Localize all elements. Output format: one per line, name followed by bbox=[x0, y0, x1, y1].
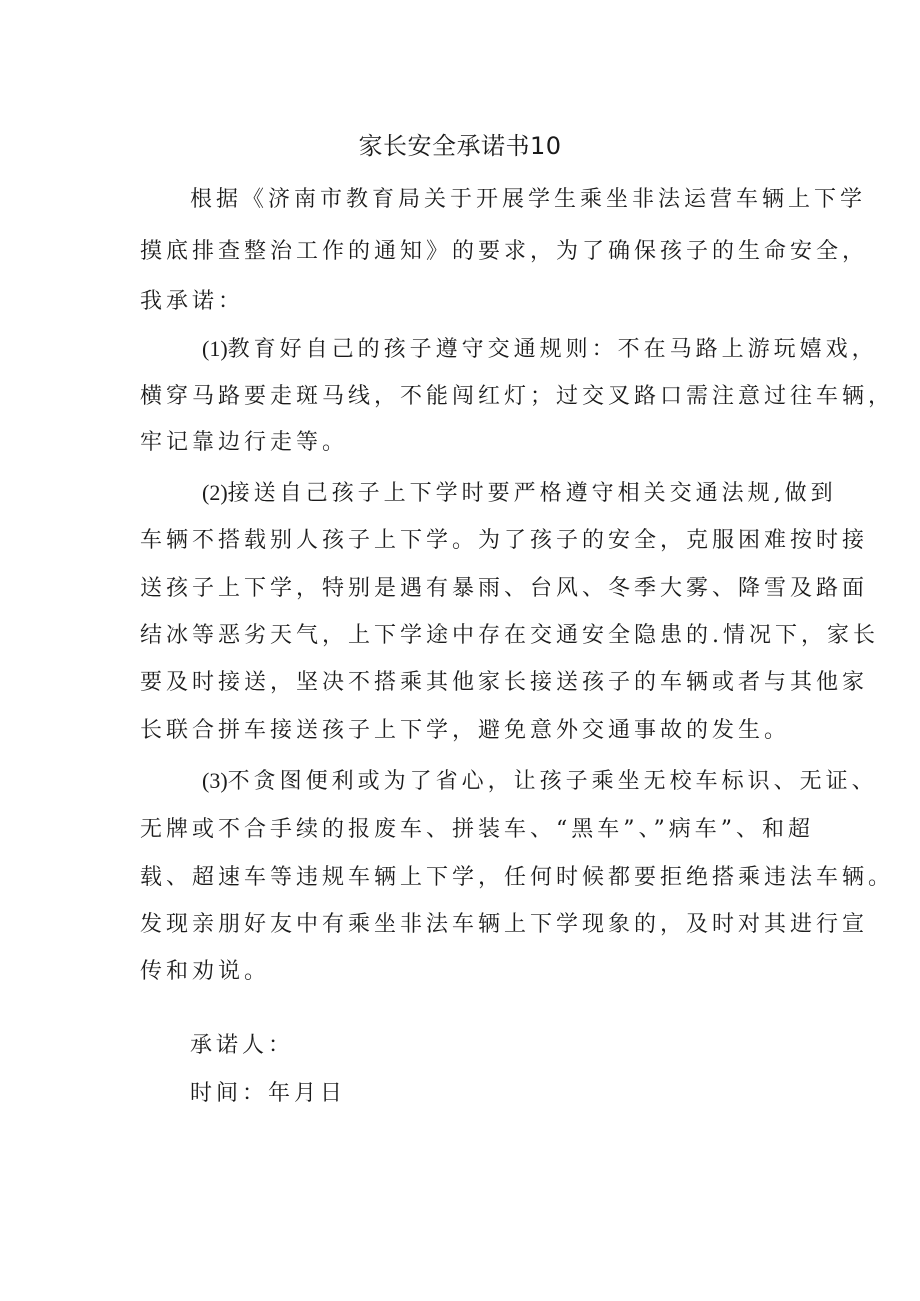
item-3-line-3: 载、超速车等违规车辆上下学，任何时候都要拒绝搭乘违法车辆。 bbox=[140, 865, 895, 890]
item-3-text: 不贪图便利或为了省心，让孩子乘坐无校车标识、无证、 bbox=[227, 769, 878, 794]
document-title: 家长安全承诺书10 bbox=[358, 132, 562, 160]
item-3-line-2: 无牌或不合手续的报废车、拼装车、“黑车”、”病车”、和超 bbox=[140, 817, 814, 842]
item-2-first-line bbox=[202, 477, 837, 510]
intro-line-1: 根据《济南市教育局关于开展学生乘坐非法运营车辆上下学 bbox=[190, 187, 867, 212]
item-1-text: 教育好自己的孩子遵守交通规则：不在马路上游玩嬉戏， bbox=[227, 337, 878, 362]
item-1-line-3: 牢记靠边行走等。 bbox=[140, 430, 349, 455]
intro-line-3: 我承诺： bbox=[140, 289, 245, 314]
item-3-line-4: 发现亲朋好友中有乘坐非法车辆上下学现象的，及时对其进行宣 bbox=[140, 912, 869, 937]
item-3-number: (3) bbox=[202, 768, 228, 793]
item-2-line-6: 长联合拼车接送孩子上下学，避免意外交通事故的发生。 bbox=[140, 718, 791, 743]
item-1-line-2: 横穿马路要走斑马线，不能闯红灯；过交叉路口需注意过往车辆， bbox=[140, 384, 895, 409]
date-label: 时间：年月日 bbox=[190, 1081, 347, 1106]
item-2-text: 接送自己孩子上下学时要严格遵守相关交通法规,做到 bbox=[227, 481, 837, 506]
intro-line-2: 摸底排查整治工作的通知》的要求，为了确保孩子的生命安全， bbox=[140, 239, 869, 264]
item-3-line-5: 传和劝说。 bbox=[140, 959, 271, 984]
item-2-line-4: 结冰等恶劣天气，上下学途中存在交通安全隐患的.情况下，家长 bbox=[140, 623, 879, 648]
item-1-first-line bbox=[202, 333, 878, 366]
item-2-line-5: 要及时接送，坚决不搭乘其他家长接送孩子的车辆或者与其他家 bbox=[140, 670, 869, 695]
item-3-first-line bbox=[202, 765, 878, 798]
item-2-number: (2) bbox=[202, 480, 228, 505]
item-2-line-3: 送孩子上下学，特别是遇有暴雨、台风、冬季大雾、降雪及路面 bbox=[140, 576, 869, 601]
promiser-label: 承诺人： bbox=[190, 1033, 295, 1058]
item-2-line-2: 车辆不搭载别人孩子上下学。为了孩子的安全，克服困难按时接 bbox=[140, 528, 869, 553]
item-1-number: (1) bbox=[202, 336, 228, 361]
